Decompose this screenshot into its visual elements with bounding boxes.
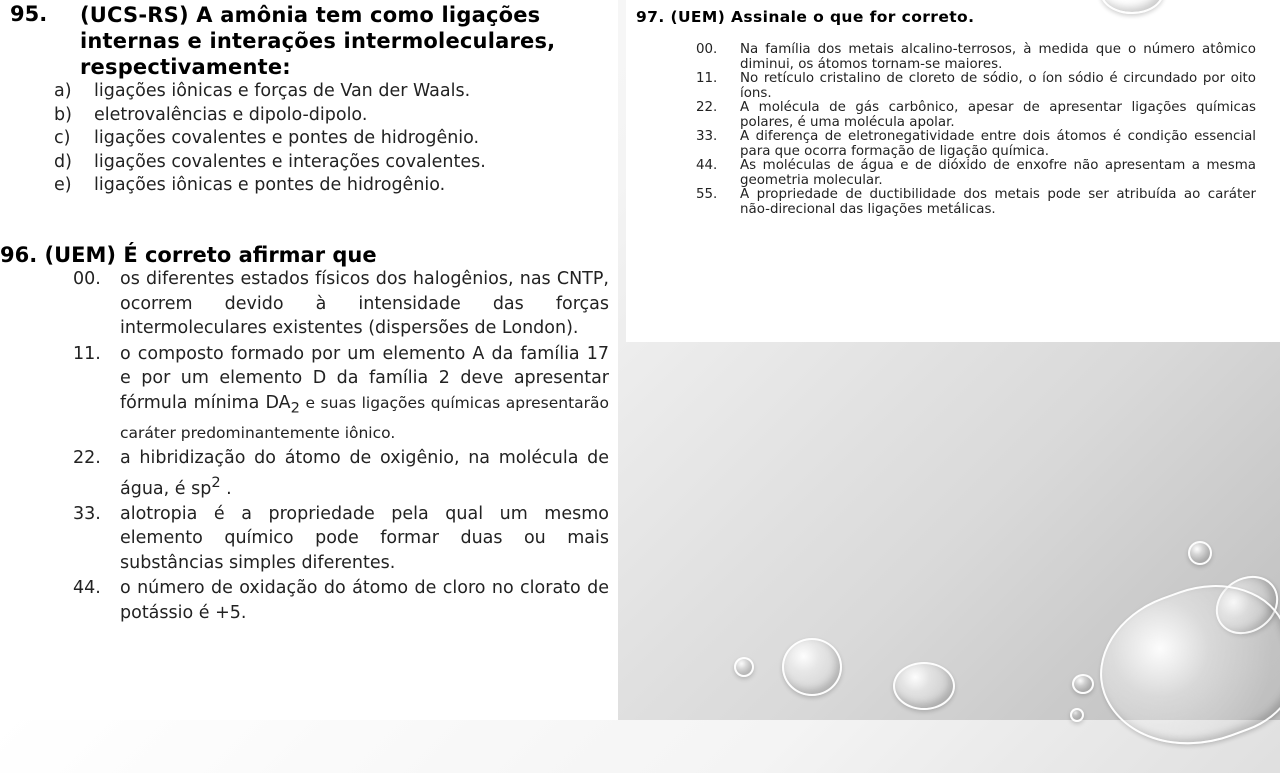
water-drop-decoration bbox=[1072, 674, 1094, 694]
option-b: b) eletrovalências e dipolo-dipolo. bbox=[54, 104, 368, 125]
water-drop-decoration bbox=[1188, 541, 1212, 565]
option-a: a) ligações iônicas e forças de Van der Waals. bbox=[54, 81, 471, 101]
question-97-item-55: 55. A propriedade de ductibilidade dos metais pode ser atribuída ao caráter não-direcional das ligações metálicas. bbox=[696, 187, 1256, 217]
question-95-title: (UCS-RS) A amônia tem como ligações internas e interações intermoleculares, respectivamente: bbox=[80, 3, 556, 79]
question-96-item-33: 33. alotropia é a propriedade pela qual um mesmo elemento químico pode formar duas ou mais substâncias simples diferentes. bbox=[73, 503, 609, 573]
question-96 bbox=[0, 242, 615, 623]
question-97-item-33: 33. A diferença de eletronegatividade entre dois átomos é condição essencial para que ocorra formação de ligação química. bbox=[696, 129, 1256, 159]
option-e: e) ligações iônicas e pontes de hidrogênio. bbox=[54, 175, 446, 195]
water-drop-decoration bbox=[782, 638, 842, 696]
question-95-options bbox=[54, 80, 624, 198]
question-96-items bbox=[73, 267, 609, 626]
question-97-item-11: 11. No retículo cristalino de cloreto de sódio, o íon sódio é circundado por oito íons. bbox=[696, 71, 1256, 101]
question-97-item-44: 44. As moléculas de água e de dióxido de enxofre não apresentam a mesma geometria molecular. bbox=[696, 158, 1256, 188]
question-96-item-44: 44. o número de oxidação do átomo de cloro no clorato de potássio é +5. bbox=[73, 578, 609, 623]
water-drop-decoration bbox=[1080, 561, 1280, 772]
water-drop-decoration bbox=[893, 662, 955, 710]
question-97-item-00: 00. Na família dos metais alcalino-terrosos, à medida que o número atômico diminui, os átomos tornam-se maiores. bbox=[696, 42, 1256, 72]
question-97-title: 97. (UEM) Assinale o que for correto. bbox=[636, 8, 975, 26]
option-c: c) ligações covalentes e pontes de hidrogênio. bbox=[54, 128, 480, 148]
option-d: d) ligações covalentes e interações covalentes. bbox=[54, 151, 486, 172]
water-drop-decoration bbox=[734, 657, 754, 677]
question-96-item-00: 00. os diferentes estados físicos dos halogênios, nas CNTP, ocorrem devido à intensidade das forças intermoleculares existentes (dispersões de London). bbox=[73, 269, 609, 338]
question-97-item-22: 22. A molécula de gás carbônico, apesar de apresentar ligações químicas polares, é uma molécula apolar. bbox=[696, 100, 1256, 130]
question-95-number: 95. bbox=[10, 2, 48, 26]
question-97 bbox=[636, 8, 1266, 217]
question-96-item-22: 22. a hibridização do átomo de oxigênio, na molécula de água, é $sp^2$ . bbox=[73, 448, 609, 499]
question-96-item-11: 11. o composto formado por um elemento A da família 17 e por um elemento D da família 2 deve apresentar fórmula mínima $DA_2$ e suas ligações químicas apresentarão caráter predominantemente iônico. bbox=[73, 343, 609, 442]
question-97-items bbox=[696, 43, 1256, 217]
question-96-title: 96. (UEM) É correto afirmar que bbox=[0, 243, 377, 267]
